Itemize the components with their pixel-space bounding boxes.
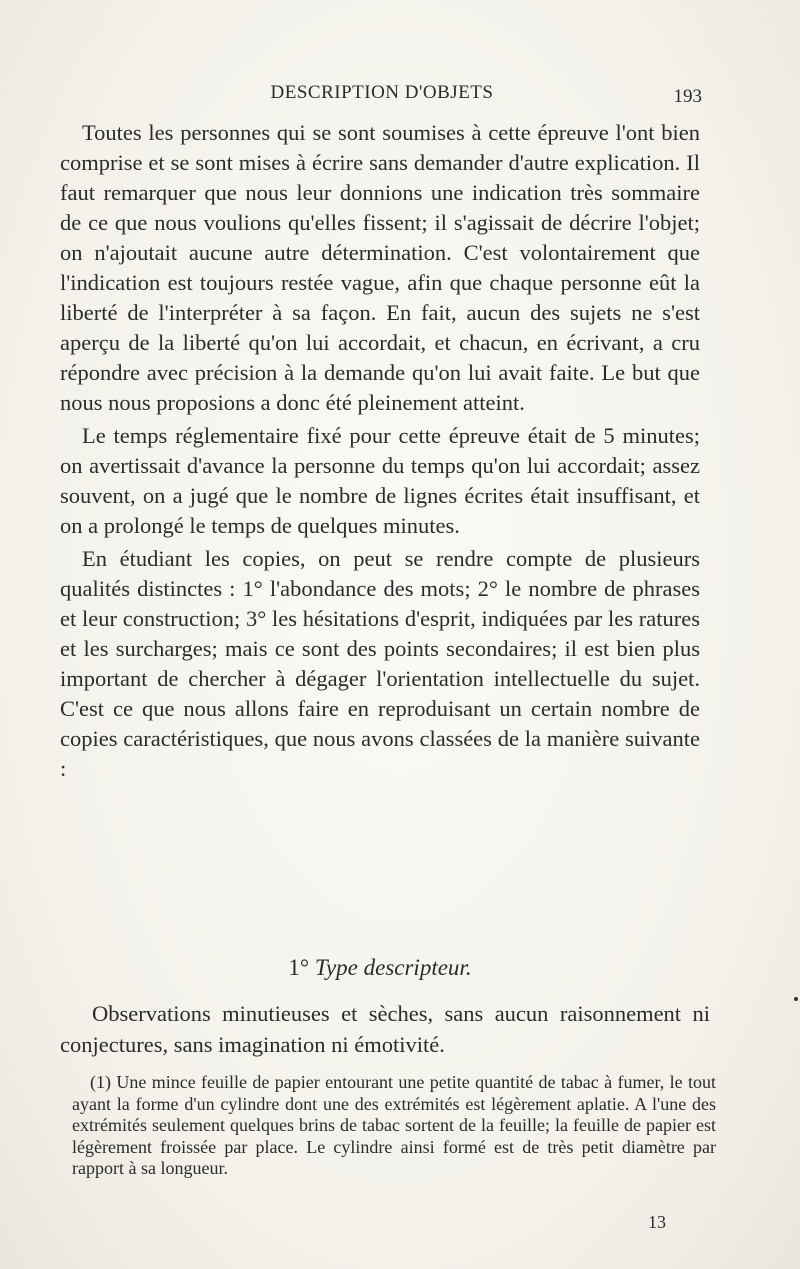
page-number: 193 (673, 86, 702, 107)
section-description: Observations minutieuses et sèches, sans aucun raisonnement ni conjectures, sans imagination ni émotivité. (60, 1001, 710, 1057)
paragraph-1: Toutes les personnes qui se sont soumises à cette épreuve l'ont bien comprise et se sont mises à écrire sans demander d'autre explication. Il faut remarquer que nous leur donnions une indication très sommaire de ce que nous voulions qu'elles fissent; il s'agissait de décrire l'objet; on n'ajoutait aucune autre détermination. C'est volontairement que l'indication est toujours restée vague, afin que chaque personne eût la liberté de l'interpréter à sa façon. En fait, aucun des sujets ne s'est aperçu de la liberté qu'on lui accordait, et chacun, en écrivant, a cru répondre avec précision à la demande qu'on lui avait faite. Le but que nous nous proposions a donc été pleinement atteint. (60, 120, 700, 415)
section-number: 1° (288, 955, 310, 980)
signature-mark: 13 (648, 1212, 666, 1232)
running-head: DESCRIPTION D'OBJETS (270, 82, 494, 103)
page-header (62, 82, 702, 112)
paragraph-3: En étudiant les copies, on peut se rendre compte de plusieurs qualités distinctes : 1° l'abondance des mots; 2° le nombre de phrases et leur construction; 3° les hésitations d'esprit, indiquées par les ratures et les surcharges; mais ce sont des points secondaires; il est bien plus important de chercher à dégager l'orientation intellectuelle du sujet. C'est ce que nous allons faire en reproduisant un certain nombre de copies caractéristiques, que nous avons classées de la manière suivante : (60, 546, 700, 781)
section-title: Type descripteur. (314, 955, 472, 980)
ink-speck (794, 997, 798, 1001)
section-heading (60, 955, 700, 981)
paragraph-2: Le temps réglementaire fixé pour cette épreuve était de 5 minutes; on avertissait d'avance la personne du temps qu'on lui accordait; assez souvent, on a jugé que le nombre de lignes écrites était insuffisant, et on a prolongé le temps de quelques minutes. (60, 423, 700, 538)
footnote: (1) Une mince feuille de papier entourant une petite quantité de tabac à fumer, le tout ayant la forme d'un cylindre dont une des extrémités est légèrement aplatie. A l'une des extrémités seulement quelques brins de tabac sortent de la feuille; la feuille de papier est légèrement froissée par place. Le cylindre ainsi formé est de très petit diamètre par rapport à sa longueur. (72, 1072, 716, 1178)
body-text (60, 118, 700, 784)
